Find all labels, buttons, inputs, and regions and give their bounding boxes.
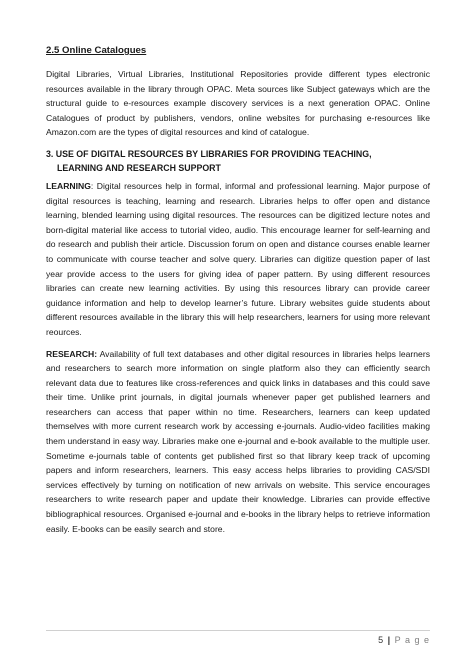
page-number: 5	[378, 635, 384, 645]
page-number-footer	[378, 635, 430, 645]
section-heading-online-catalogues: 2.5 Online Catalogues	[46, 45, 147, 56]
document-page	[46, 44, 430, 543]
section-3-title-line2: LEARNING AND RESEARCH SUPPORT	[57, 163, 221, 174]
page-label: P a g e	[394, 635, 430, 645]
section-3-title-line1: 3. USE OF DIGITAL RESOURCES BY LIBRARIES FOR PROVIDING TEACHING,	[46, 148, 372, 159]
footer-rule	[46, 630, 430, 631]
research-lead: RESEARCH:	[46, 348, 98, 359]
page-separator: |	[387, 635, 391, 645]
research-text: Availability of full text databases and other digital resources in libraries helps learners and researchers to search more information on single platform also they can efficiently search relevant data due to features like cross-references and quick links in databases and this could save their time. Unlike print journals, in digital journals whenever paper get published learners and researchers can access that paper within no time. Researchers, learners can keep updated themselves with more current research work by accessing e-journals. Audio-video facilities making them understand in easy way. Libraries make one e-journal and e-book available to the multiple user. Sometime e-journals table of contents get published first so that library keep track of upcoming papers and inform researchers, learners. This easy access helps libraries to providing CAS/SDI services effectively by turning on notification of new arrivals on website. This service encourages researchers to write research paper and update their knowledge. Libraries can provide effective bibliographical resources. Organised e-journal and e-books in the library helps to retrieve information easily. E-books can be easily search and store.	[46, 348, 430, 534]
online-catalogues-paragraph: Digital Libraries, Virtual Libraries, Institutional Repositories provide different types electronic resources available in the library through OPAC. Meta sources like Subject gateways which are the structural guide to e-resources example discovery services is a next generation OPAC. Online Catalogues of product by publishers, vendors, online websites for purchasing e-resources like Amazon.com are the types of digital resources and kind of catalogue.	[46, 69, 430, 138]
research-paragraph	[46, 347, 430, 537]
learning-lead: LEARNING	[46, 180, 91, 191]
learning-text: : Digital resources help in formal, informal and professional learning. Major purpose of digital resources is teaching, learning and research. Libraries helps to offer open and distance learning, blended learning using digital resources. The resources can be digitized lecture notes and born-digital material like access to tutorial video, audio. This encourage learner for self-learning and do research and publish their article. Discussion forum on open and distance courses enable learner to communicate with course teacher and solve query. Libraries can digitize question paper of last year provide access to the users for giving idea of paper pattern. By using different resources libraries can create new learning activities. By using this resources library can provide career guidance information and help to develop learner’s future. Library websites guide students about different resources available in the library this will help researchers, learners for using more relevant reources.	[46, 180, 430, 337]
section-3-title	[46, 147, 430, 176]
learning-paragraph	[46, 179, 430, 340]
